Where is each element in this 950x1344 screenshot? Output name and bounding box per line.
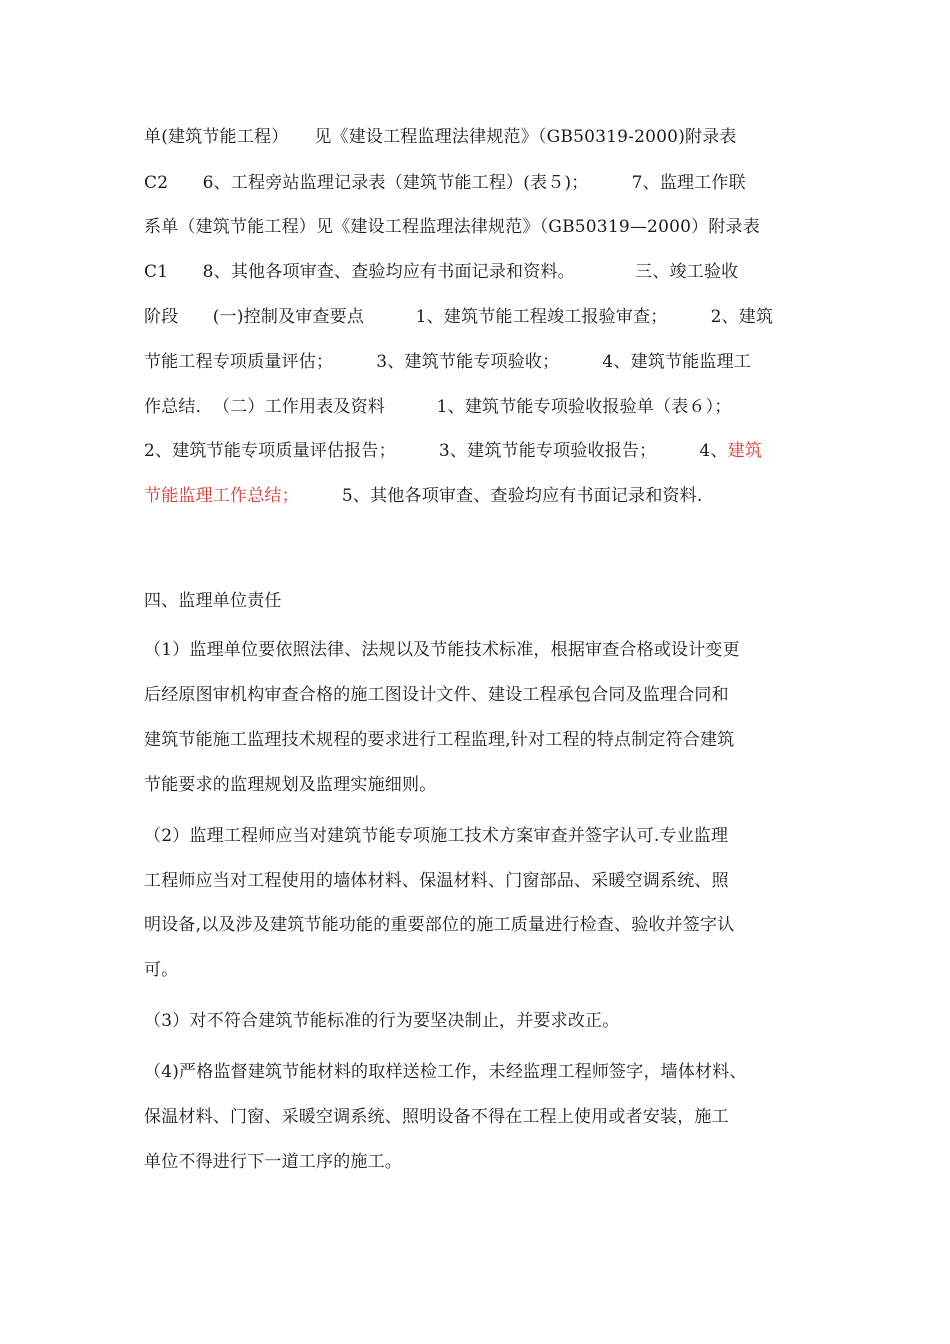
text-line: 阶段 (一)控制及审查要点 1、建筑节能工程竣工报验审查； 2、建筑 (144, 307, 774, 327)
paragraph-line: （2）监理工程师应当对建筑节能专项施工技术方案审查并签字认可.专业监理 (144, 826, 729, 846)
highlighted-text: 节能监理工作总结； (144, 486, 291, 506)
text-line (144, 484, 814, 508)
text-line: C2 6、工程旁站监理记录表（建筑节能工程）(表５)； 7、监理工作联 (144, 173, 746, 193)
text-line: C1 8、其他各项审查、查验均应有书面记录和资料。 三、竣工验收 (144, 262, 739, 282)
section-heading: 四、监理单位责任 (144, 591, 282, 611)
paragraph-line: （3）对不符合建筑节能标准的行为要坚决制止，并要求改正。 (144, 1011, 620, 1031)
text-line: 系单（建筑节能工程）见《建设工程监理法律规范》（GB50319—2000）附录表 (144, 217, 760, 237)
paragraph-line: 后经原图审机构审查合格的施工图设计文件、建设工程承包合同及监理合同和 (144, 685, 729, 705)
paragraph-line: 保温材料、门窗、采暖空调系统、照明设备不得在工程上使用或者安装，施工 (144, 1107, 729, 1127)
paragraph-line: 建筑节能施工监理技术规程的要求进行工程监理,针对工程的特点制定符合建筑 (144, 730, 735, 750)
paragraph-line: 明设备,以及涉及建筑节能功能的重要部位的施工质量进行检查、验收并签字认 (144, 915, 735, 935)
text-line: 节能工程专项质量评估； 3、建筑节能专项验收； 4、建筑节能监理工 (144, 352, 752, 372)
text-line: 作总结． （二）工作用表及资料 1、建筑节能专项验收报验单（表６）； (144, 397, 732, 417)
paragraph-line: （4)严格监督建筑节能材料的取样送检工作，未经监理工程师签字，墙体材料、 (144, 1062, 747, 1082)
text-span: 5、其他各项审查、查验均应有书面记录和资料. (290, 486, 703, 506)
paragraph-line: 单位不得进行下一道工序的施工。 (144, 1152, 402, 1172)
paragraph-line: 节能要求的监理规划及监理实施细则。 (144, 775, 437, 795)
text-span: 2、建筑节能专项质量评估报告； 3、建筑节能专项验收报告； 4、 (144, 441, 728, 461)
paragraph-line: 工程师应当对工程使用的墙体材料、保温材料、门窗部品、采暖空调系统、照 (144, 871, 729, 891)
paragraph-line: 可。 (144, 960, 179, 980)
highlighted-text: 建筑 (727, 441, 763, 461)
paragraph-line: （1）监理单位要依照法律、法规以及节能技术标准，根据审查合格或设计变更 (144, 640, 740, 660)
text-line: 单(建筑节能工程） 见《建设工程监理法律规范》（GB50319-2000)附录表 (144, 127, 737, 147)
text-line (144, 439, 814, 463)
